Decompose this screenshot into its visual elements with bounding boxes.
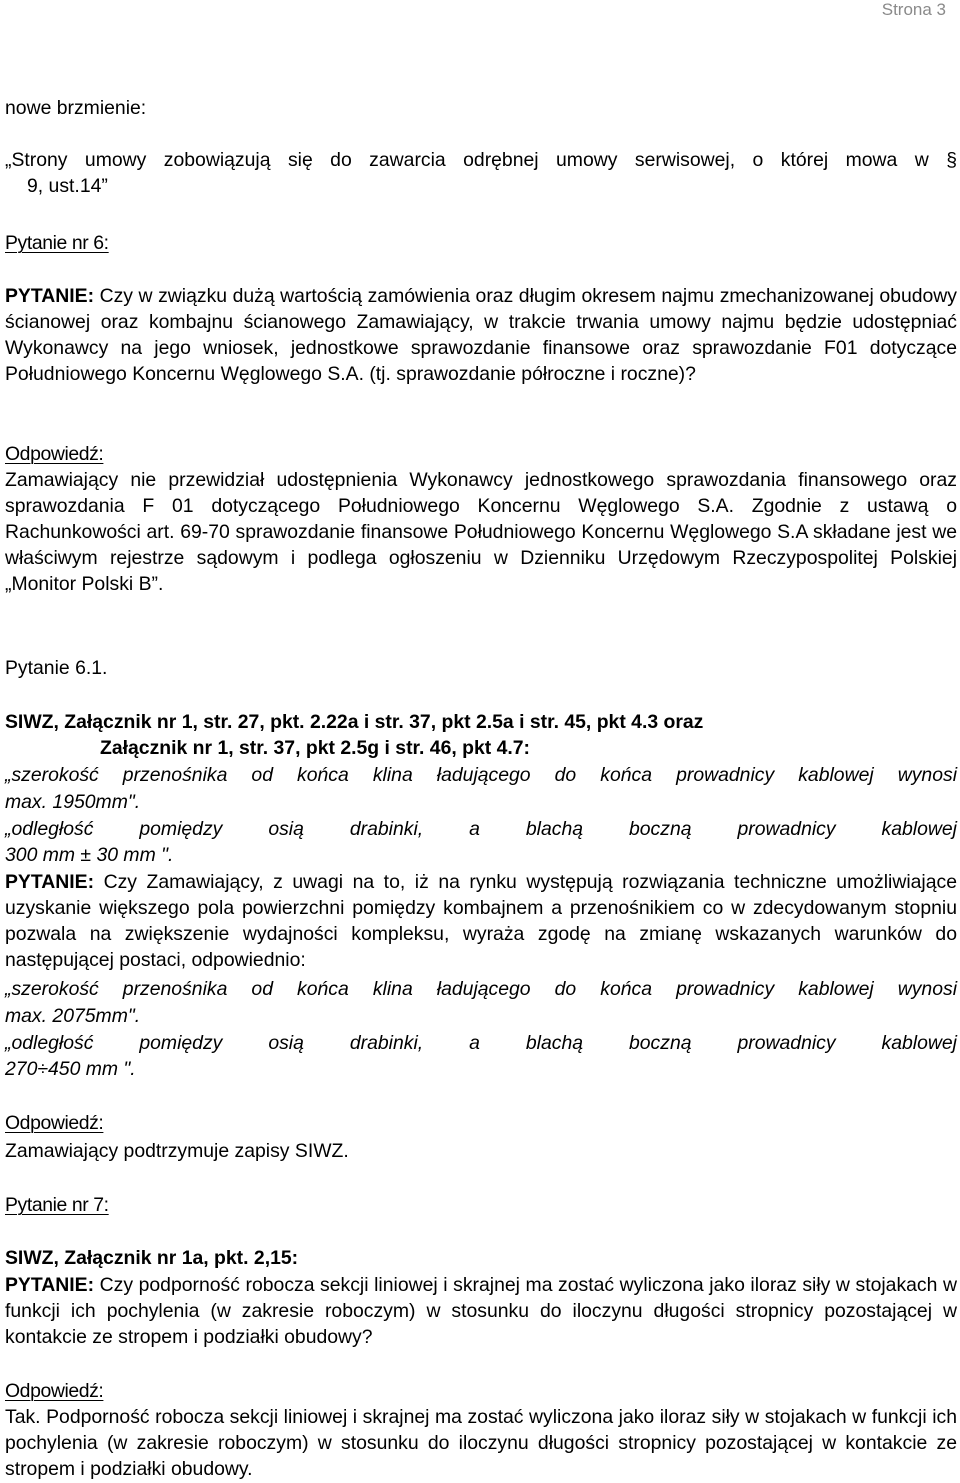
question-6-1-quote4-line1: „odległość pomiędzy osią drabinki, a blachą boczną prowadnicy kablowej bbox=[5, 1032, 957, 1054]
question-6-prefix: PYTANIE: bbox=[5, 285, 95, 307]
question-7-reference: SIWZ, Załącznik nr 1a, pkt. 2,15: bbox=[5, 1247, 299, 1269]
question-6-label: Pytanie nr 6: bbox=[5, 232, 109, 254]
question-7-prefix: PYTANIE: bbox=[5, 1274, 95, 1296]
question-6-1-answer-label: Odpowiedź: bbox=[5, 1112, 104, 1134]
intro-label: nowe brzmienie: bbox=[5, 97, 147, 119]
question-6-1-reference-line2: Załącznik nr 1, str. 37, pkt 2.5g i str. 46, pkt 4.7: bbox=[100, 737, 531, 759]
question-7-text: Czy podporność robocza sekcji liniowej i skrajnej ma zostać wyliczona jako iloraz siły w stojakach w funkcji ich pochylenia (w zakresie roboczym) w stosunku do iloczynu długości stropnicy pozostającej w kontakcie ze stropem i podziałki obudowy? bbox=[5, 1274, 957, 1348]
intro-quote-line1: „Strony umowy zobowiązują się do zawarcia odrębnej umowy serwisowej, o której mowa w § bbox=[5, 149, 957, 171]
question-6-body bbox=[5, 283, 957, 387]
question-6-1-quote1-line1: „szerokość przenośnika od końca klina ładującego do końca prowadnicy kablowej wynosi bbox=[5, 764, 957, 786]
question-6-1-prefix: PYTANIE: bbox=[5, 871, 95, 893]
question-6-1-quote3-line1: „szerokość przenośnika od końca klina ładującego do końca prowadnicy kablowej wynosi bbox=[5, 978, 957, 1000]
page-number: Strona 3 bbox=[881, 0, 946, 19]
question-6-1-quote1-line2: max. 1950mm". bbox=[5, 791, 141, 813]
question-6-text: Czy w związku dużą wartością zamówienia oraz długim okresem najmu zmechanizowanej obudowy ścianowej oraz kombajnu ścianowego Zamawiający, w trakcie trwania umowy najmu będzie udostępniać Wykonawcy na jego wniosek, jednostkowe sprawozdanie finansowe oraz sprawozdanie F01 dotyczące Południowego Koncernu Węglowego S.A. (tj. sprawozdanie półroczne i roczne)? bbox=[5, 285, 957, 385]
question-6-1-label: Pytanie 6.1. bbox=[5, 657, 108, 679]
question-6-1-text: Czy Zamawiający, z uwagi na to, iż na rynku występują rozwiązania techniczne umożliwiające uzyskanie większego pola powierzchni pomiędzy kombajnem a przenośnikiem co w zdecydowanym stopniu pozwala na zwiększenie wydajności kompleksu, wyraża zgodę na zmianę wskazanych warunków do następującej postaci, odpowiednio: bbox=[5, 871, 957, 971]
question-7-answer-heading bbox=[5, 1378, 957, 1404]
question-6-1-reference-line1: SIWZ, Załącznik nr 1, str. 27, pkt. 2.22a i str. 37, pkt 2.5a i str. 45, pkt 4.3 oraz bbox=[5, 711, 704, 733]
question-6-answer-heading bbox=[5, 441, 957, 467]
question-6-answer: Zamawiający nie przewidział udostępnienia Wykonawcy jednostkowego sprawozdania finansowego oraz sprawozdania F 01 dotyczącego Południowego Koncernu Węglowego S.A. Zgodnie z ustawą o Rachunkowości art. 69-70 sprawozdanie finansowe Południowego Koncernu Węglowego S.A składane jest we właściwym rejestrze sądowym i podlega ogłoszeniu w Dzienniku Urzędowym Rzeczypospolitej Polskiej „Monitor Polski B”. bbox=[5, 469, 957, 595]
question-6-heading bbox=[5, 230, 957, 256]
question-6-answer-label: Odpowiedź: bbox=[5, 443, 104, 465]
intro-quote-line2: 9, ust.14” bbox=[27, 175, 108, 197]
question-7-answer: Tak. Podporność robocza sekcji liniowej i skrajnej ma zostać wyliczona jako iloraz siły w stojakach w funkcji ich pochylenia (w zakresie roboczym) w stosunku do iloczynu długości stropnicy pozostającej w kontakcie ze stropem i podziałki obudowy. bbox=[5, 1406, 957, 1480]
question-7-body bbox=[5, 1272, 957, 1350]
question-6-1-quote4-line2: 270÷450 mm ". bbox=[5, 1058, 136, 1080]
question-7-heading bbox=[5, 1192, 957, 1218]
question-6-1-quote2-line1: „odległość pomiędzy osią drabinki, a blachą boczną prowadnicy kablowej bbox=[5, 818, 957, 840]
question-6-1-quote3-line2: max. 2075mm". bbox=[5, 1005, 141, 1027]
question-6-1-answer-heading bbox=[5, 1110, 957, 1136]
question-6-1-quote2-line2: 300 mm ± 30 mm ". bbox=[5, 844, 174, 866]
question-6-1-body bbox=[5, 869, 957, 973]
question-7-answer-label: Odpowiedź: bbox=[5, 1380, 104, 1402]
question-7-label: Pytanie nr 7: bbox=[5, 1194, 109, 1216]
question-6-1-answer: Zamawiający podtrzymuje zapisy SIWZ. bbox=[5, 1140, 349, 1162]
